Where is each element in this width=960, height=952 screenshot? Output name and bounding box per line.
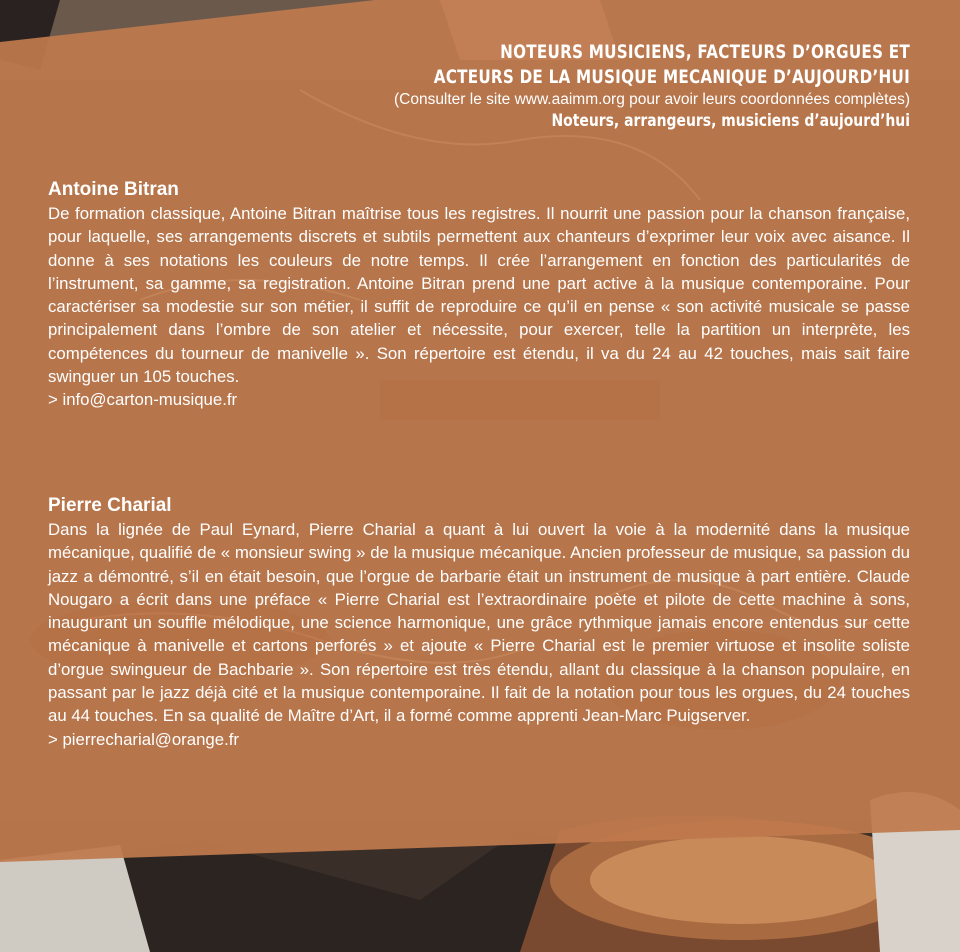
entry-text: Dans la lignée de Paul Eynard, Pierre Charial a quant à lui ouvert la voie à la modernité dans la musique mécanique, qualifié de « monsieur swing » de la musique mécanique. Ancien professeur de musique, sa passion du jazz a démontré, s’il en était besoin, que l’orgue de barbarie était un instrument de musique à part entière. Claude Nougaro a écrit dans une préface « Pierre Charial est l’extraordinaire poète et pilote de cette machine à sons, inaugurant un souffle mélodique, une science harmonique, une grâce rythmique jamais encore entendus sur cette mécanique à manivelle et cartons perforés » et ajoute « Pierre Charial est le premier virtuose et insolite soliste d’orgue swingueur de Bachbarie ». Son répertoire est très étendu, allant du classique à la chanson populaire, en passant par le jazz déjà cité et la musique contemporaine. Il fait de la notation pour tous les orgues, du 24 touches au 44 touches. En sa qualité de Maître d’Art, il a formé comme apprenti Jean-Marc Puigserver. bbox=[48, 520, 910, 726]
entry-contact-email[interactable]: > pierrecharial@orange.fr bbox=[48, 729, 240, 749]
header-subtitle: Noteurs, arrangeurs, musiciens d’aujourd’hui bbox=[551, 111, 910, 131]
header-note: (Consulter le site www.aaimm.org pour avoir leurs coordonnées complètes) bbox=[393, 91, 910, 108]
header bbox=[210, 40, 910, 132]
header-title-line-2: ACTEURS DE LA MUSIQUE MECANIQUE D’AUJOURD’HUI bbox=[433, 66, 910, 88]
entry-contact-email[interactable]: > info@carton-musique.fr bbox=[48, 390, 238, 410]
header-title-line-1: NOTEURS MUSICIENS, FACTEURS D’ORGUES ET bbox=[500, 41, 910, 63]
entry-name: Pierre Charial bbox=[48, 495, 172, 516]
entry-name: Antoine Bitran bbox=[48, 179, 179, 200]
entry-text: De formation classique, Antoine Bitran maîtrise tous les registres. Il nourrit une passion pour la chanson française, pour laquelle, ses arrangements discrets et subtils permettent aux chanteurs d’exprimer leur voix avec aisance. Il donne à ses notations les couleurs de notre temps. Il crée l’arrangement en fonction des particularités de l’instrument, sa gamme, sa registration. Antoine Bitran prend une part active à la musique contemporaine. Pour caractériser sa modestie sur son métier, il suffit de reproduire ce qu’il en pense « son activité musicale se passe principalement dans l’ombre de son atelier et nécessite, pour exercer, telle la partition un interprète, les compétences du tourneur de manivelle ». Son répertoire est étendu, il va du 24 au 42 touches, mais sait faire swinguer un 105 touches. bbox=[48, 204, 910, 387]
entry-pierre-charial bbox=[48, 494, 910, 751]
entry-antoine-bitran bbox=[48, 178, 910, 412]
